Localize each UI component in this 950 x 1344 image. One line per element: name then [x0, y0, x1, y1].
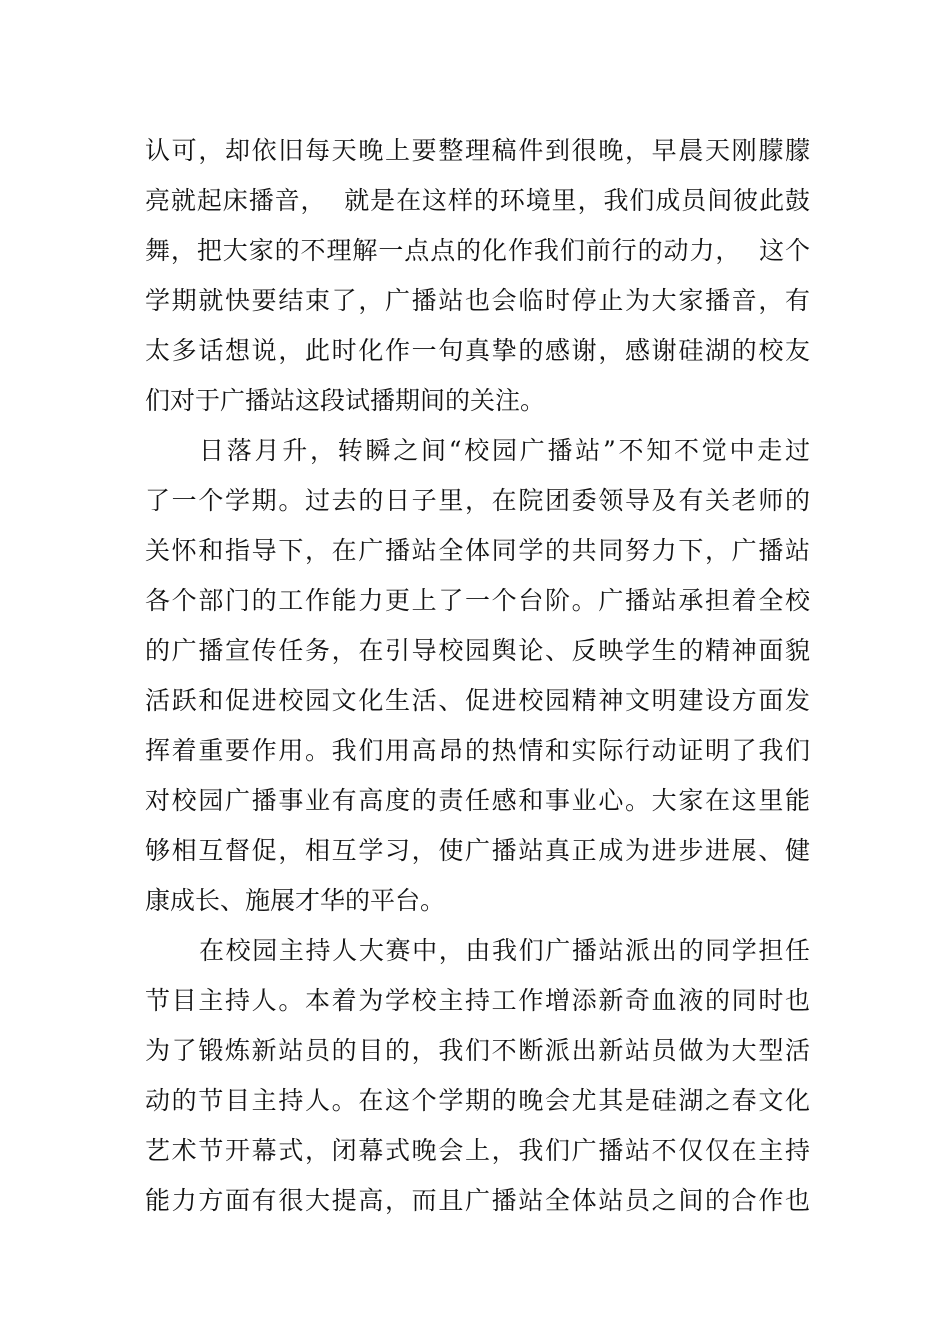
text-line: 康成长、施展才华的平台。: [145, 886, 446, 915]
text-line: 学期就快要结束了，广播站也会临时停止为大家播音，有: [145, 286, 810, 315]
text-line: 对校园广播事业有高度的责任感和事业心。大家在这里能: [145, 786, 810, 815]
text-line: 能力方面有很大提高，而且广播站全体站员之间的合作也: [145, 1186, 810, 1215]
document-body: [145, 126, 810, 1226]
text-line: 关怀和指导下，在广播站全体同学的共同努力下，广播站: [145, 536, 810, 565]
text-line: 够相互督促，相互学习，使广播站真正成为进步进展、健: [145, 836, 810, 865]
text-line: 了一个学期。过去的日子里，在院团委领导及有关老师的: [145, 486, 810, 515]
text-line: 太多话想说，此时化作一句真挚的感谢，感谢硅湖的校友: [145, 336, 810, 365]
text-line: 节目主持人。本着为学校主持工作增添新奇血液的同时也: [145, 986, 810, 1015]
text-line: 动的节目主持人。在这个学期的晚会尤其是硅湖之春文化: [145, 1086, 810, 1115]
text-line: 的广播宣传任务，在引导校园舆论、反映学生的精神面貌: [145, 636, 810, 665]
text-line: 为了锻炼新站员的目的，我们不断派出新站员做为大型活: [145, 1036, 810, 1065]
text-line: 活跃和促进校园文化生活、促进校园精神文明建设方面发: [145, 686, 810, 715]
text-line: 艺术节开幕式，闭幕式晚会上，我们广播站不仅仅在主持: [145, 1136, 810, 1165]
text-line: 舞，把大家的不理解一点点的化作我们前行的动力， 这个: [145, 236, 810, 265]
text-line: 认可，却依旧每天晚上要整理稿件到很晚，早晨天刚朦朦: [145, 136, 810, 165]
paragraph-first-line: 在校园主持人大赛中，由我们广播站派出的同学担任: [199, 936, 810, 965]
text-line: 各个部门的工作能力更上了一个台阶。广播站承担着全校: [145, 586, 810, 615]
text-line: 亮就起床播音， 就是在这样的环境里，我们成员间彼此鼓: [145, 186, 810, 215]
text-line: 们对于广播站这段试播期间的关注。: [145, 386, 546, 415]
text-line: 挥着重要作用。我们用高昂的热情和实际行动证明了我们: [145, 736, 810, 765]
paragraph-first-line: 日落月升，转瞬之间“校园广播站”不知不觉中走过: [199, 436, 810, 465]
